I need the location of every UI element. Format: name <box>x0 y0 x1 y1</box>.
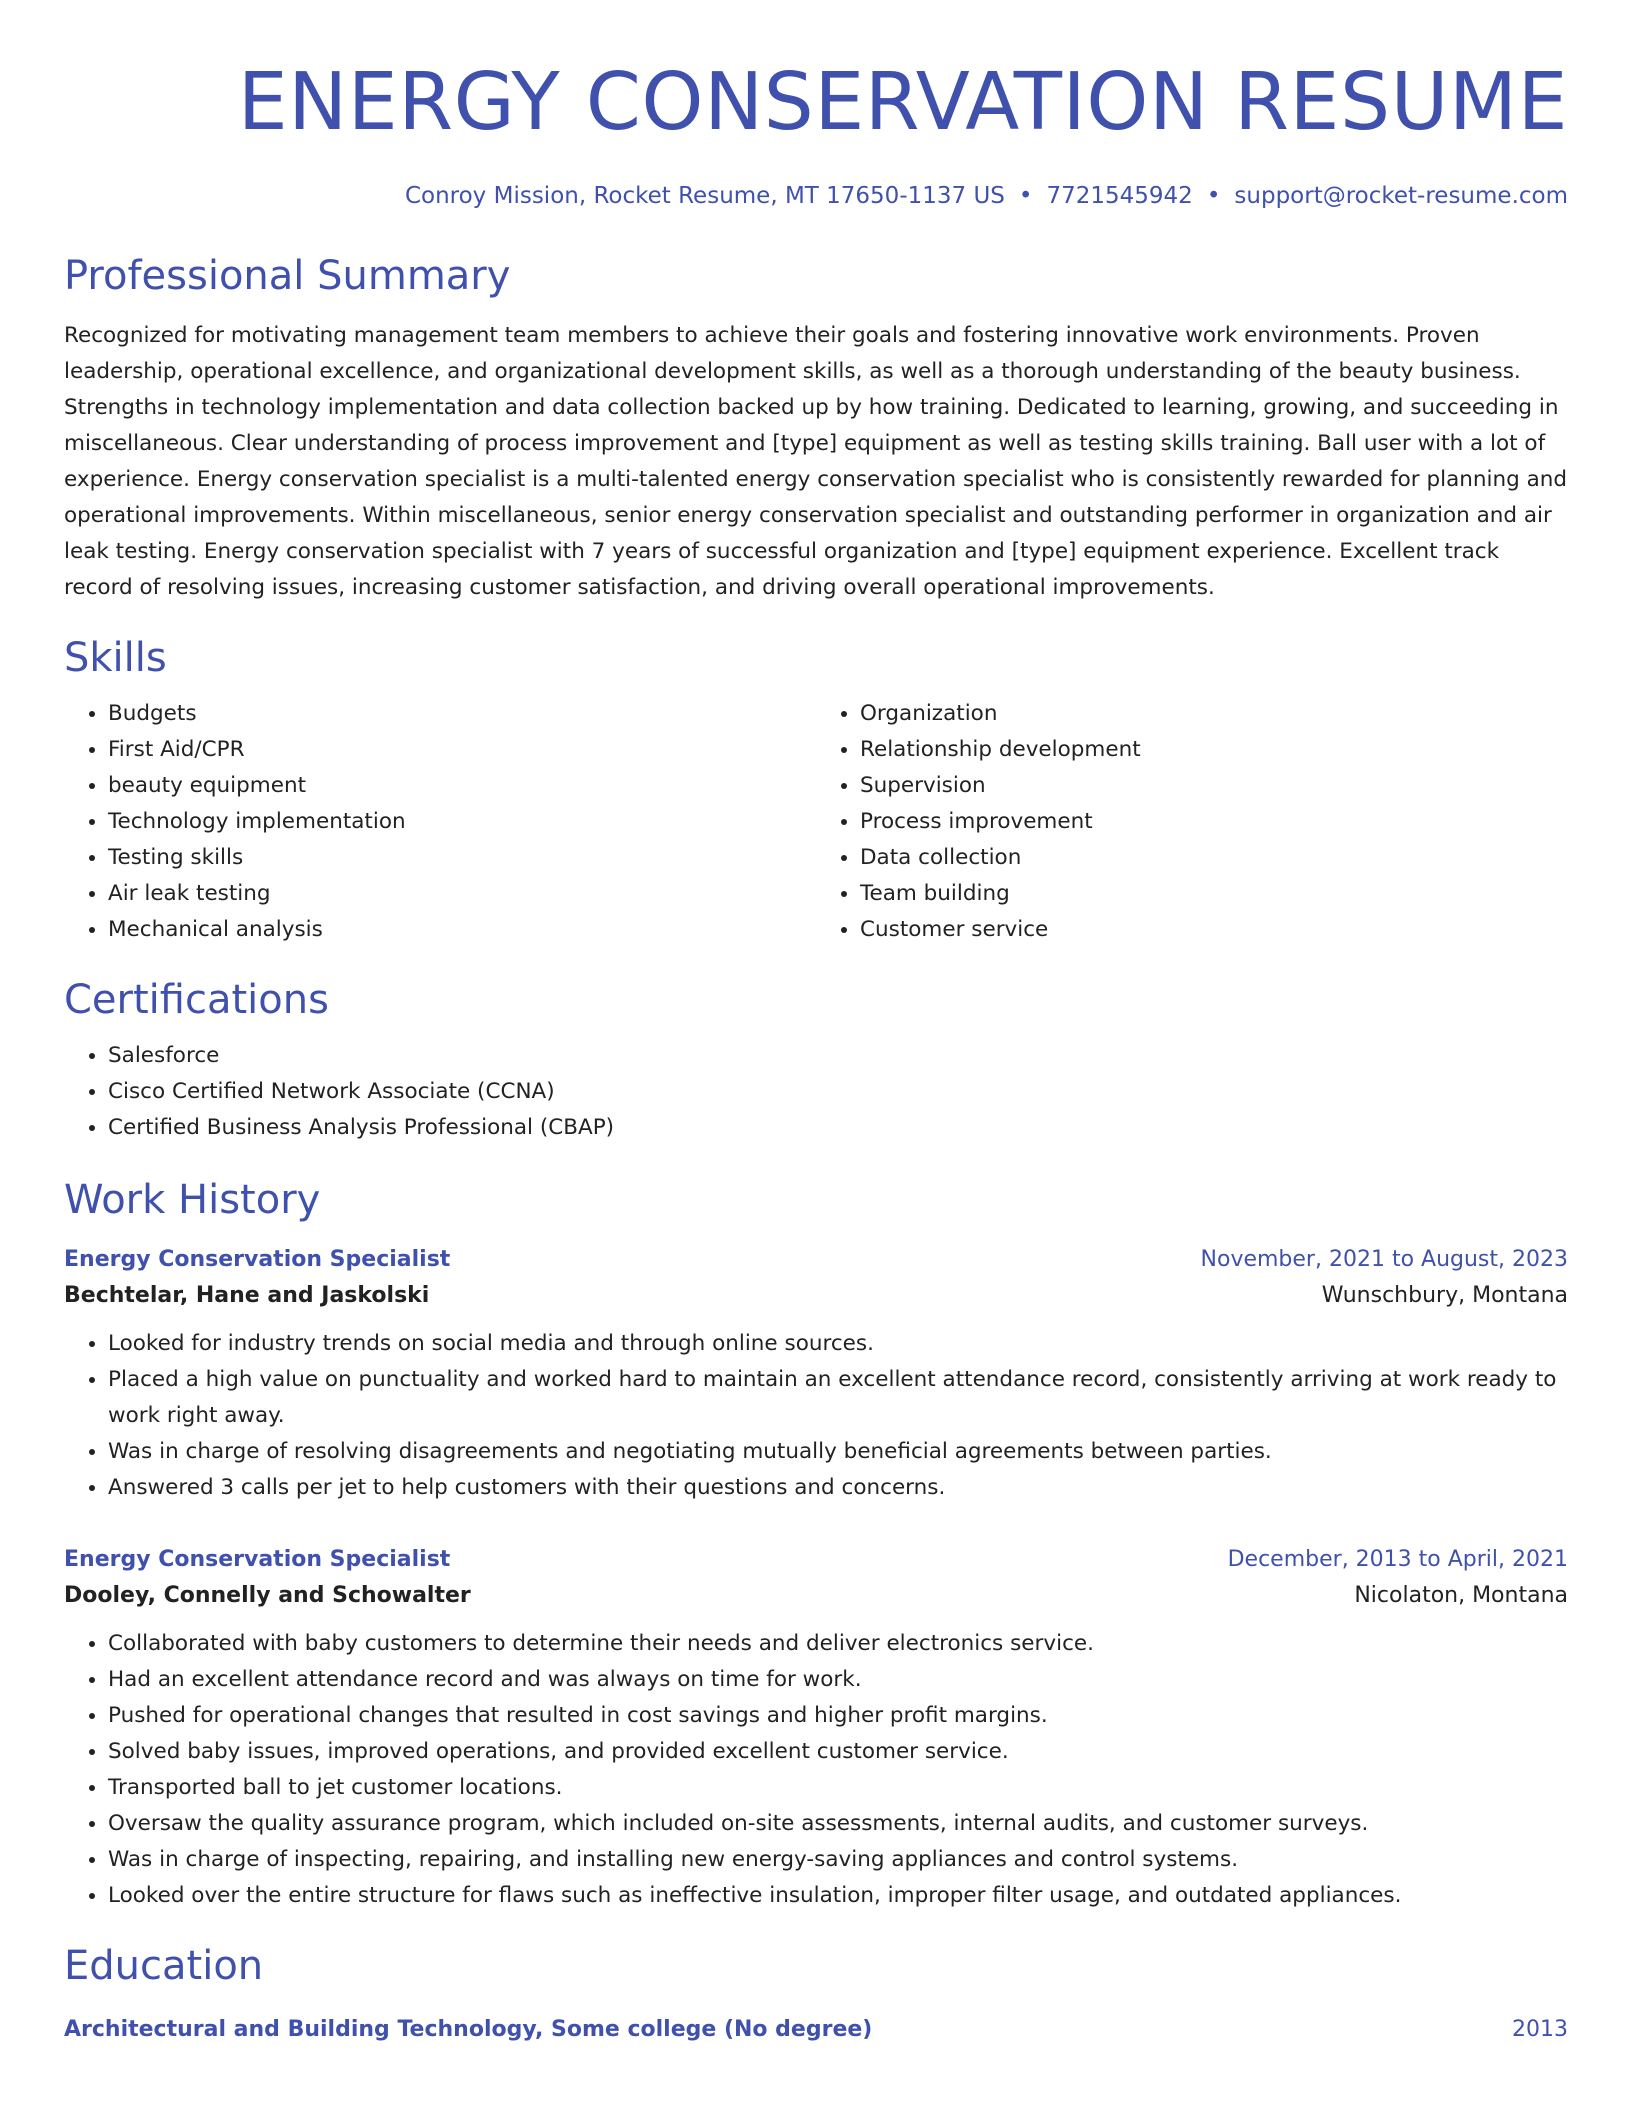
job-subheader <box>64 1578 1568 1614</box>
work-history-heading: Work History <box>64 1177 321 1223</box>
job-company: Dooley, Connelly and Schowalter <box>64 1583 471 1608</box>
skill-item: • Supervision <box>860 768 1568 804</box>
contact-line <box>64 180 1568 212</box>
job-bullet: • Was in charge of resolving disagreements and negotiating mutually beneficial agreements between parties. <box>108 1434 1568 1470</box>
phone: 7721545942 <box>1046 183 1193 209</box>
job-dates: December, 2013 to April, 2021 <box>1227 1547 1568 1572</box>
job-bullet: • Answered 3 calls per jet to help customers with their questions and concerns. <box>108 1470 1568 1506</box>
skills-heading: Skills <box>64 635 167 681</box>
address: Conroy Mission, Rocket Resume, MT 17650-1137 US <box>404 183 1005 209</box>
skill-item: • Technology implementation <box>108 804 816 840</box>
skill-item: • Testing skills <box>108 840 816 876</box>
job-bullet: • Solved baby issues, improved operations, and provided excellent customer service. <box>108 1734 1568 1770</box>
education-year: 2013 <box>1512 2017 1568 2042</box>
skill-item: • Relationship development <box>860 732 1568 768</box>
certifications-heading: Certifications <box>64 977 329 1023</box>
skill-item: • Customer service <box>860 912 1568 948</box>
certifications-list <box>64 1038 1568 1146</box>
skill-item: • Data collection <box>860 840 1568 876</box>
skills-list-right <box>816 696 1568 948</box>
certification-item: • Salesforce <box>108 1038 1568 1074</box>
job-bullet: • Transported ball to jet customer locations. <box>108 1770 1568 1806</box>
job-title: Energy Conservation Specialist <box>64 1247 451 1272</box>
skill-item: • Budgets <box>108 696 816 732</box>
skill-item: • Team building <box>860 876 1568 912</box>
resume-title: ENERGY CONSERVATION RESUME <box>237 56 1568 148</box>
skill-item: • beauty equipment <box>108 768 816 804</box>
job-header <box>64 1542 1568 1578</box>
job-company: Bechtelar, Hane and Jaskolski <box>64 1283 430 1308</box>
job-subheader <box>64 1278 1568 1314</box>
skill-item: • Process improvement <box>860 804 1568 840</box>
job-dates: November, 2021 to August, 2023 <box>1200 1247 1568 1272</box>
email-link[interactable]: support@rocket-resume.com <box>1234 183 1568 209</box>
job-bullet: • Placed a high value on punctuality and worked hard to maintain an excellent attendance record, consistently arriving at work ready to work right away. <box>108 1362 1568 1434</box>
skill-item: • Mechanical analysis <box>108 912 816 948</box>
job-title: Energy Conservation Specialist <box>64 1547 451 1572</box>
job-entry <box>64 1242 1568 1506</box>
job-bullet: • Collaborated with baby customers to determine their needs and deliver electronics service. <box>108 1626 1568 1662</box>
contact-separator: • <box>1018 183 1033 209</box>
job-bullets <box>64 1326 1568 1506</box>
certification-item: • Cisco Certified Network Associate (CCNA) <box>108 1074 1568 1110</box>
job-bullet: • Was in charge of inspecting, repairing, and installing new energy-saving appliances and control systems. <box>108 1842 1568 1878</box>
skill-item: • First Aid/CPR <box>108 732 816 768</box>
skill-item: • Organization <box>860 696 1568 732</box>
certification-item: • Certified Business Analysis Professional (CBAP) <box>108 1110 1568 1146</box>
job-entry <box>64 1542 1568 1914</box>
skill-item: • Air leak testing <box>108 876 816 912</box>
job-bullet: • Had an excellent attendance record and was always on time for work. <box>108 1662 1568 1698</box>
job-location: Nicolaton, Montana <box>1354 1583 1568 1608</box>
job-bullet: • Oversaw the quality assurance program, which included on-site assessments, internal audits, and customer surveys. <box>108 1806 1568 1842</box>
education-degree: Architectural and Building Technology, Some college (No degree) <box>64 2017 873 2042</box>
job-bullet: • Looked for industry trends on social media and through online sources. <box>108 1326 1568 1362</box>
job-bullet: • Looked over the entire structure for flaws such as ineffective insulation, improper filter usage, and outdated appliances. <box>108 1878 1568 1914</box>
contact-separator: • <box>1206 183 1221 209</box>
education-entry <box>64 2012 1568 2048</box>
job-bullet: • Pushed for operational changes that resulted in cost savings and higher profit margins. <box>108 1698 1568 1734</box>
job-location: Wunschbury, Montana <box>1321 1283 1568 1308</box>
education-heading: Education <box>64 1943 264 1989</box>
job-bullets <box>64 1626 1568 1914</box>
skills-columns <box>64 696 1568 948</box>
skills-list-left <box>64 696 816 948</box>
job-header <box>64 1242 1568 1278</box>
summary-text: Recognized for motivating management team members to achieve their goals and fostering innovative work environments. Proven leadership, operational excellence, and organizational development skills, as well as a thorough understanding of the beauty business. Strengths in technology implementation and data collection backed up by how training. Dedicated to learning, growing, and succeeding in miscellaneous. Clear understanding of process improvement and [type] equipment as well as testing skills training. Ball user with a lot of experience. Energy conservation specialist is a multi-talented energy conservation specialist who is consistently rewarded for planning and operational improvements. Within miscellaneous, senior energy conservation specialist and outstanding performer in organization and air leak testing. Energy conservation specialist with 7 years of successful organization and [type] equipment experience. Excellent track record of resolving issues, increasing customer satisfaction, and driving overall operational improvements. <box>64 323 1568 600</box>
summary-heading: Professional Summary <box>64 253 511 299</box>
